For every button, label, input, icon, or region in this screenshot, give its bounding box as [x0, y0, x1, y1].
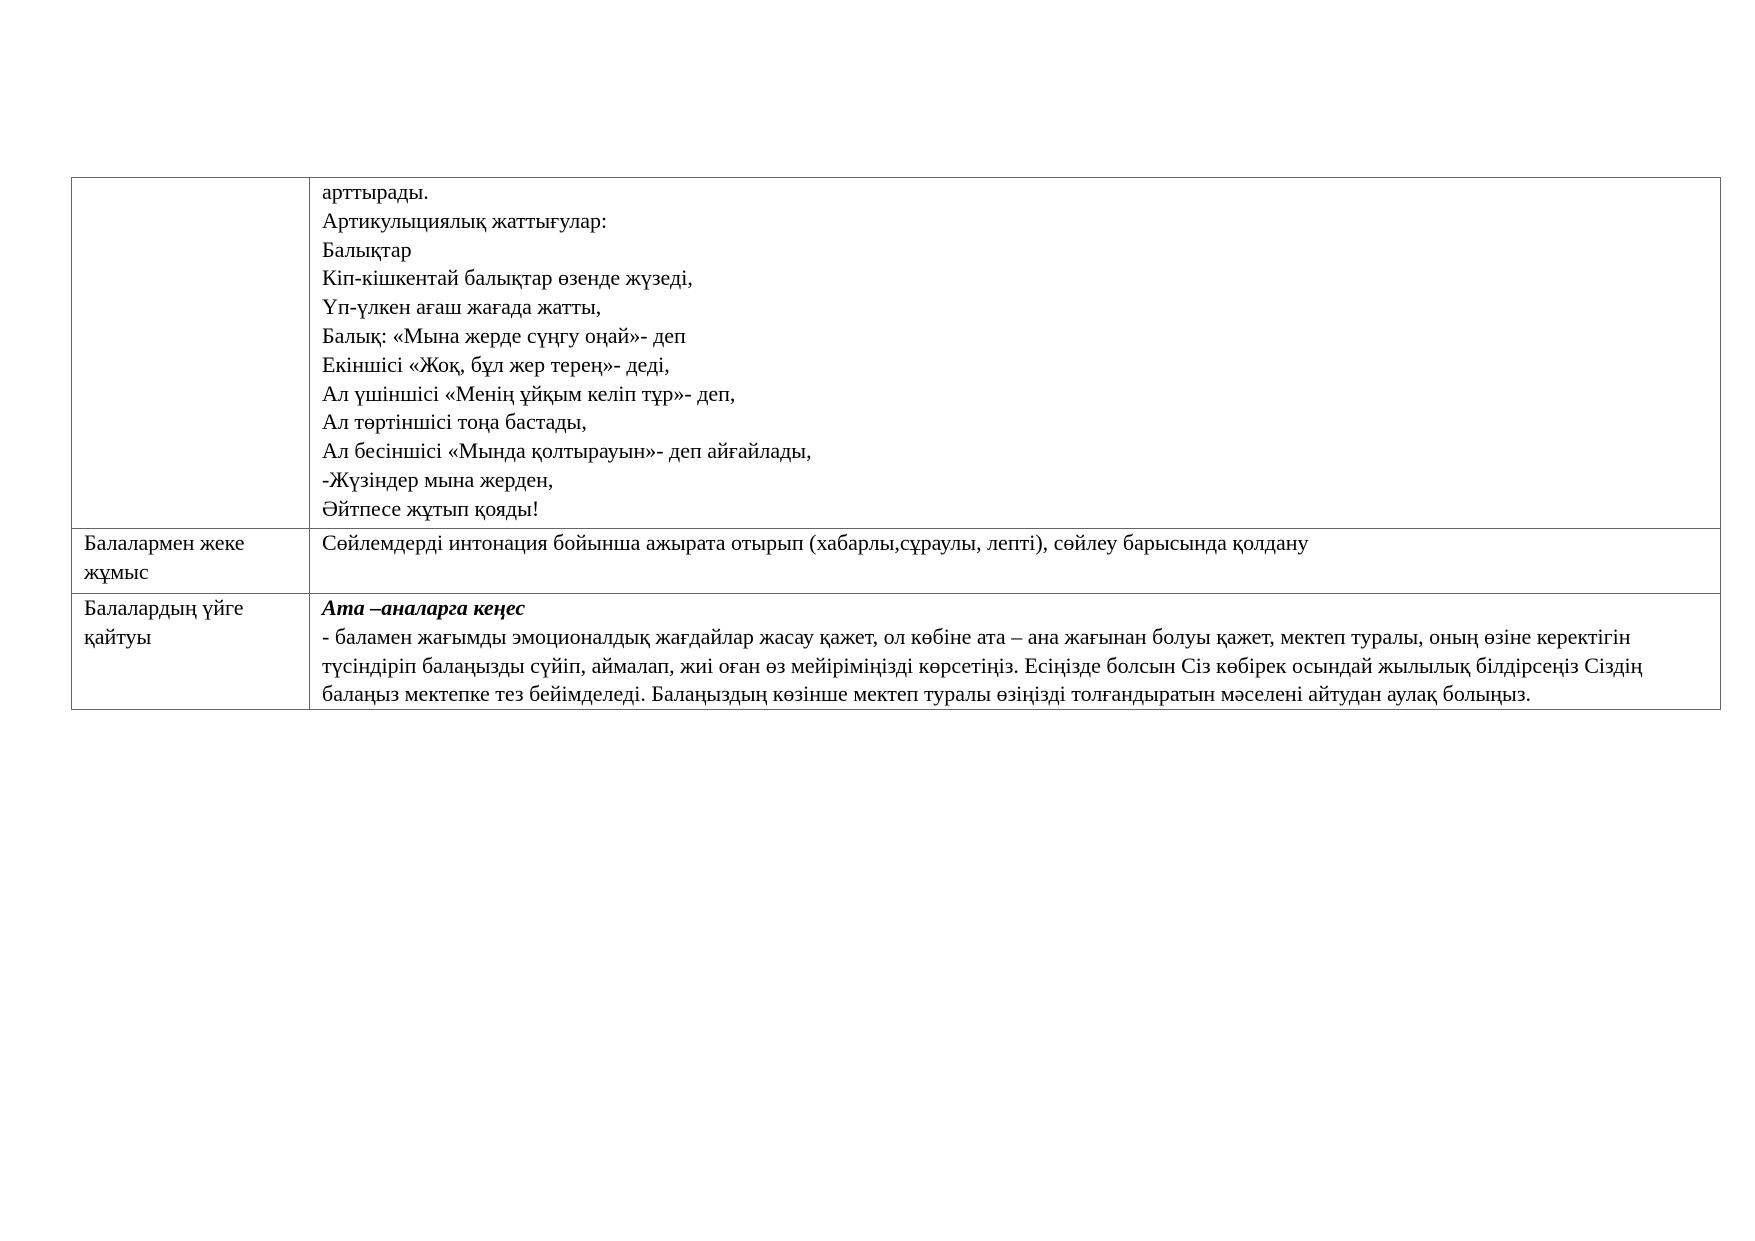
poem-line: Екіншісі «Жоқ, бұл жер терең»- деді, [322, 351, 670, 377]
row1-label-cell [72, 178, 310, 529]
poem-line: Артикулыциялық жаттығулар: [322, 207, 608, 233]
poem-line: Ал бесіншісі «Мында қолтырауын»- деп айғайлады, [322, 438, 812, 464]
poem-line: Ал төртіншісі тоңа бастады, [322, 409, 587, 435]
individual-work-text: Сөйлемдерді интонация бойынша ажырата отырып (хабарлы,сұраулы, лепті), сөйлеу барысында қолдану [310, 529, 1721, 594]
going-home-label: Балалардың үйге қайтуы [72, 594, 310, 710]
parent-advice-cell [310, 594, 1721, 710]
articulation-exercise-cell [310, 178, 1721, 529]
poem-line: Әйтпесе жұтып қояды! [322, 495, 540, 521]
individual-work-label: Балалармен жеке жұмыс [72, 529, 310, 594]
poem-line: Ал үшіншісі «Менің ұйқым келіп тұр»- деп, [322, 380, 736, 406]
table-row [72, 529, 1721, 594]
table-row [72, 594, 1721, 710]
poem-line: арттырады. [322, 179, 429, 204]
lesson-plan-table [71, 177, 1721, 710]
poem-line: Кіп-кішкентай балықтар өзенде жүзеді, [322, 265, 693, 291]
poem-line: Балықтар [322, 236, 412, 262]
parent-advice-heading: Ата –аналарга кеңес [322, 595, 526, 620]
table-row [72, 178, 1721, 529]
poem-line: -Жүзіндер мына жерден, [322, 466, 554, 492]
poem-line: Балық: «Мына жерде сүңгу оңай»- деп [322, 322, 686, 348]
parent-advice-text: - баламен жағымды эмоционалдық жағдайлар жасау қажет, ол көбіне ата – ана жағынан болуы қажет, мектеп туралы, оның өзіне керектігін түсіндіріп балаңызды сүйіп, аймалап, жиі оған өз мейіріміңізді көрсетіңіз. Есіңізде болсын Сіз көбірек осындай жылылық білдірсеңіз Сіздің балаңыз мектепке тез бейімделеді. Балаңыздың көзінше мектеп туралы өзіңізді толғандыратын мәселені айтудан аулақ болыңыз. [322, 623, 1643, 707]
poem-line: Үп-үлкен ағаш жағада жатты, [322, 294, 602, 320]
